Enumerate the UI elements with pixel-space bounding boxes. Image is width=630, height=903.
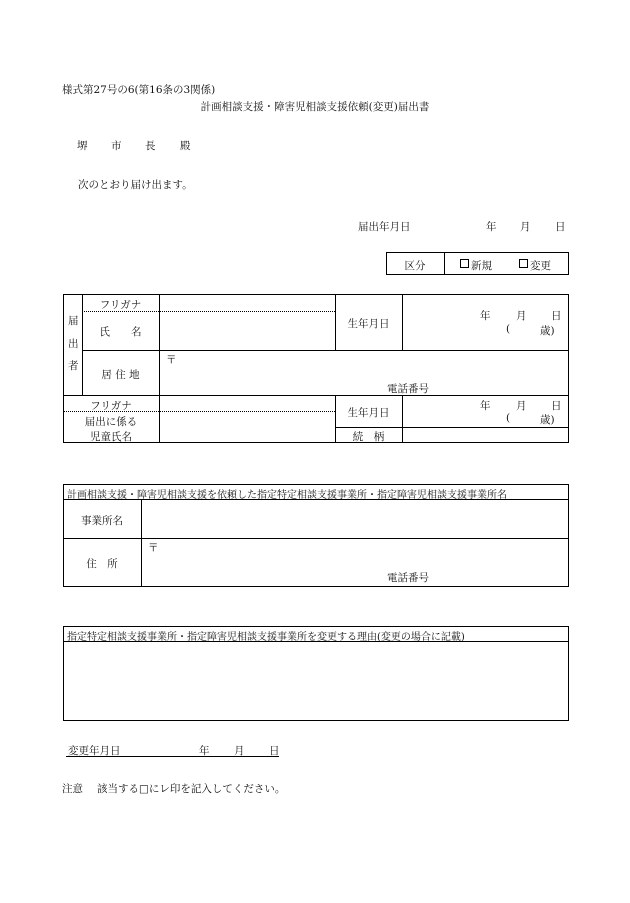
applicant-birth-label: 生年月日 bbox=[347, 318, 390, 330]
applicant-name-label: 氏 名 bbox=[99, 326, 142, 338]
new-checkbox[interactable] bbox=[460, 259, 469, 268]
applicant-postal-mark: 〒 bbox=[166, 354, 177, 366]
form-number: 様式第27号の6(第16条の3関係) bbox=[62, 84, 216, 96]
applicant-phone-label: 電話番号 bbox=[387, 383, 429, 395]
child-name-label-line2: 児童氏名 bbox=[90, 431, 132, 443]
child-birth-year: 年 bbox=[480, 400, 491, 412]
addressee-char: 市 bbox=[111, 140, 122, 152]
change-date-label: 変更年月日 bbox=[68, 745, 121, 757]
office-postal-mark: 〒 bbox=[148, 542, 159, 554]
note-text: 該当する□にレ印を記入してください。 bbox=[97, 783, 286, 795]
change-date-underline bbox=[66, 756, 279, 757]
submission-month: 月 bbox=[520, 221, 531, 233]
submission-date-label: 届出年月日 bbox=[358, 221, 411, 233]
addressee-char: 殿 bbox=[180, 140, 191, 152]
submission-day: 日 bbox=[555, 221, 566, 233]
applicant-group-char: 者 bbox=[68, 360, 79, 372]
child-birth-day: 日 bbox=[551, 400, 562, 412]
change-date-year: 年 bbox=[199, 745, 210, 757]
new-option-label: 新規 bbox=[471, 260, 492, 272]
applicant-birth-month: 月 bbox=[516, 310, 527, 322]
change-checkbox[interactable] bbox=[519, 259, 528, 268]
child-relation-label: 続 柄 bbox=[352, 431, 385, 443]
applicant-furigana-label: フリガナ bbox=[99, 299, 142, 311]
child-furigana-label: フリガナ bbox=[90, 400, 132, 412]
applicant-age-close: 歳) bbox=[540, 325, 555, 337]
child-age-close: 歳) bbox=[540, 414, 555, 426]
office-phone-label: 電話番号 bbox=[387, 572, 429, 584]
reason-heading: 指定特定相談支援事業所・指定障害児相談支援事業所を変更する理由(変更の場合に記載) bbox=[67, 632, 465, 643]
child-name-label-line1: 届出に係る bbox=[84, 416, 138, 428]
applicant-group-char: 出 bbox=[68, 338, 79, 350]
office-heading: 計画相談支援・障害児相談支援を依頼した指定特定相談支援事業所・指定障害児相談支援事業所名 bbox=[67, 490, 507, 501]
change-date-month: 月 bbox=[234, 745, 245, 757]
child-age-open: ( bbox=[506, 412, 511, 424]
addressee-char: 堺 bbox=[77, 140, 88, 152]
applicant-age-open: ( bbox=[506, 323, 511, 335]
change-date-day: 日 bbox=[269, 745, 280, 757]
intro-text: 次のとおり届け出ます。 bbox=[78, 179, 193, 191]
child-birth-label: 生年月日 bbox=[347, 407, 390, 419]
applicant-birth-year: 年 bbox=[480, 310, 491, 322]
office-name-label: 事業所名 bbox=[81, 515, 123, 527]
addressee-char: 長 bbox=[145, 140, 156, 152]
applicant-group-char: 届 bbox=[68, 315, 79, 327]
office-address-label: 住 所 bbox=[86, 558, 118, 570]
note-label: 注意 bbox=[62, 783, 83, 795]
applicant-address-label: 居 住 地 bbox=[101, 369, 140, 381]
submission-year: 年 bbox=[486, 221, 497, 233]
form-title: 計画相談支援・障害児相談支援依頼(変更)届出書 bbox=[200, 101, 430, 113]
applicant-birth-day: 日 bbox=[551, 310, 562, 322]
change-option-label: 変更 bbox=[530, 260, 551, 272]
category-label: 区分 bbox=[404, 260, 426, 272]
child-birth-month: 月 bbox=[516, 400, 527, 412]
